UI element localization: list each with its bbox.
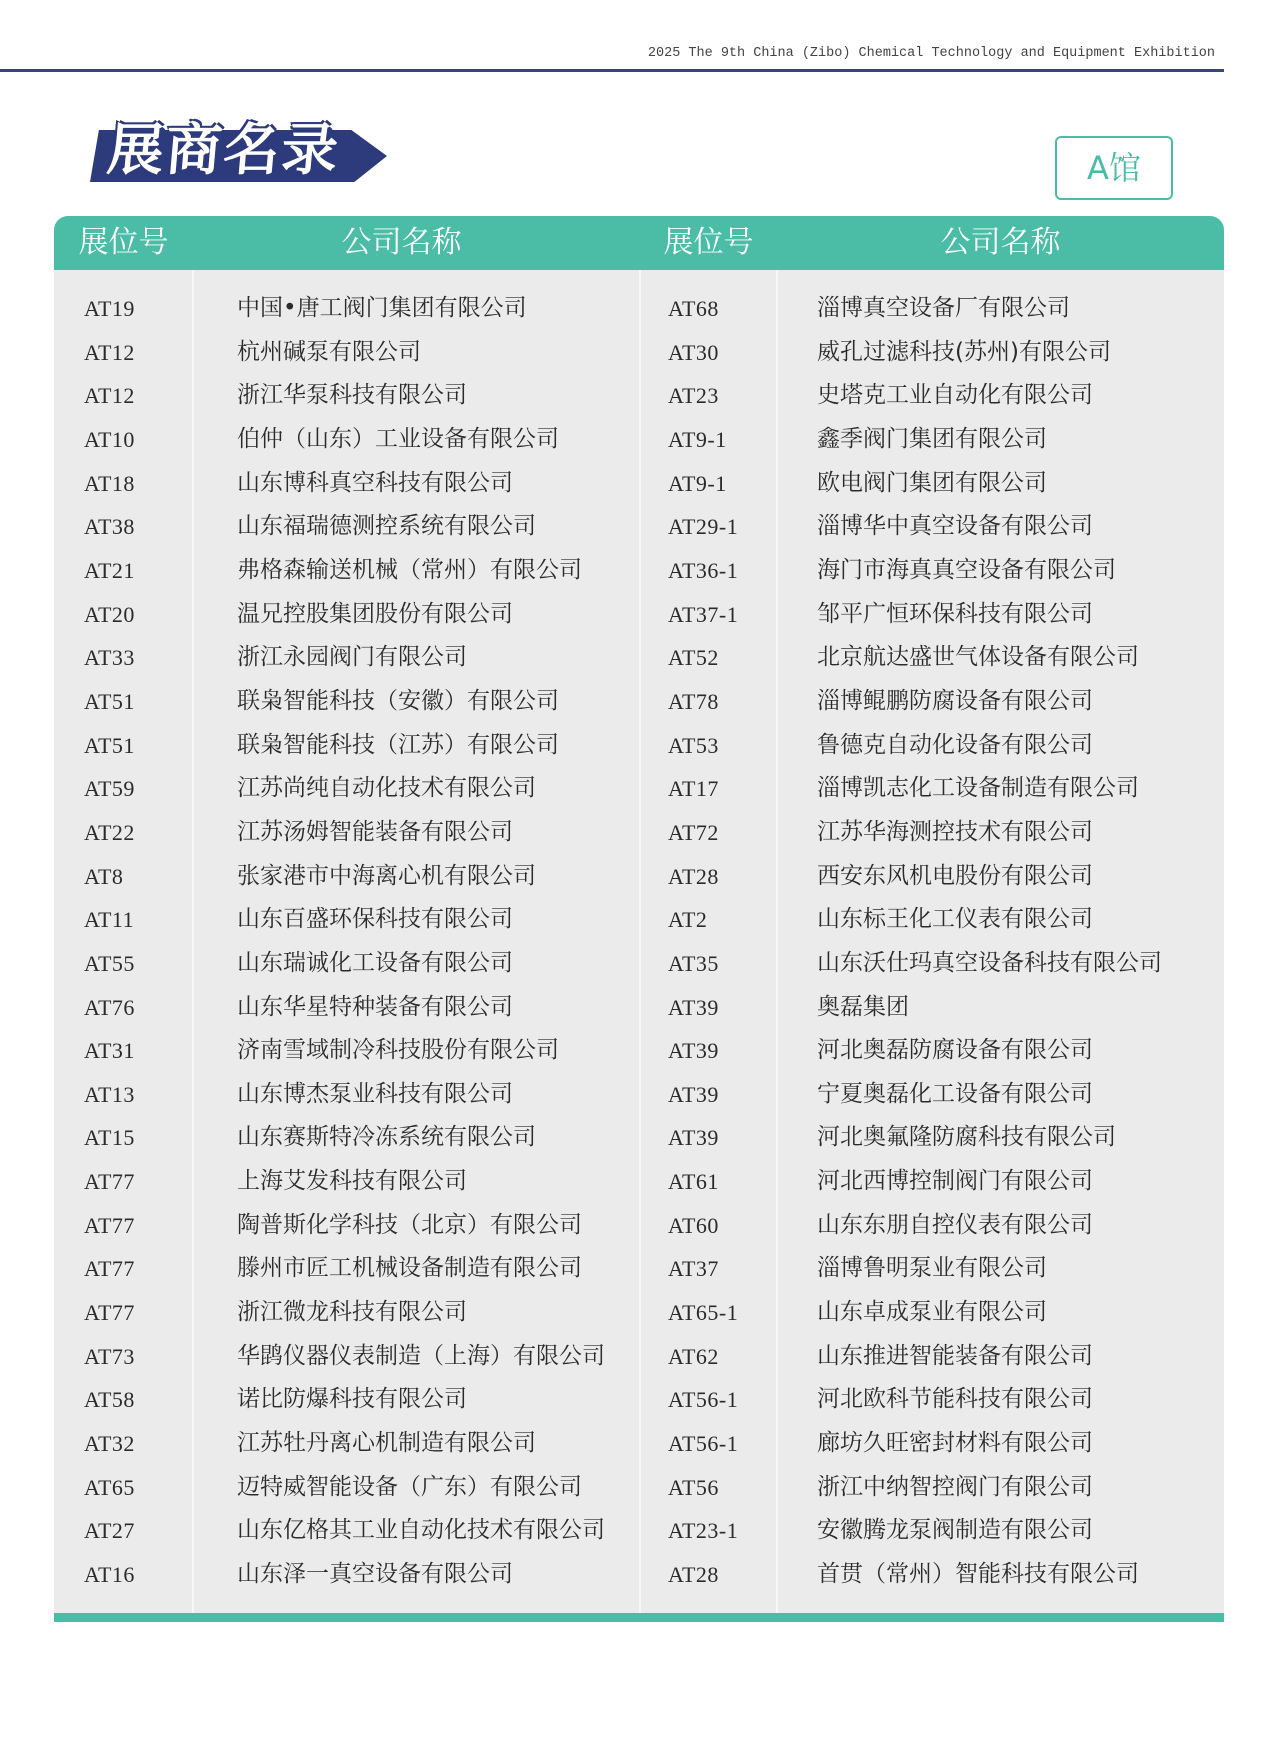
booth-number-left: AT16 (84, 1562, 135, 1588)
company-name-left: 伯仲（山东）工业设备有限公司 (237, 425, 559, 452)
table-row (54, 1204, 1224, 1248)
booth-number-left: AT12 (84, 339, 135, 365)
exhibition-caption: 2025 The 9th China (Zibo) Chemical Technology and Equipment Exhibition (647, 46, 1215, 61)
booth-number-right: AT23 (668, 383, 719, 409)
company-name-left: 山东瑞诚化工设备有限公司 (237, 949, 513, 976)
booth-number-right: AT72 (668, 819, 719, 845)
booth-number-left: AT31 (84, 1038, 135, 1064)
company-name-left: 联枭智能科技（安徽）有限公司 (237, 687, 559, 714)
table-row (54, 331, 1224, 375)
company-name-left: 浙江永园阀门有限公司 (237, 644, 467, 671)
booth-number-right: AT28 (668, 863, 719, 889)
table-row (54, 767, 1224, 811)
company-name-left: 温兄控股集团股份有限公司 (237, 600, 513, 627)
company-name-left: 中国•唐工阀门集团有限公司 (237, 295, 527, 321)
table-row (54, 374, 1224, 418)
booth-number-left: AT21 (84, 557, 135, 583)
booth-number-right: AT28 (668, 1562, 719, 1588)
table-row (54, 1073, 1224, 1117)
company-name-left: 弗格森输送机械（常州）有限公司 (237, 556, 582, 583)
table-row (54, 1553, 1224, 1597)
company-name-left: 山东亿格其工业自动化技术有限公司 (237, 1517, 605, 1544)
company-name-right: 山东标王化工仪表有限公司 (817, 906, 1093, 933)
company-name-right: 首贯（常州）智能科技有限公司 (817, 1561, 1139, 1588)
booth-number-right: AT37-1 (668, 601, 739, 627)
table-row (54, 287, 1224, 331)
company-name-left: 山东百盛环保科技有限公司 (237, 906, 513, 933)
company-name-right: 河北奥磊防腐设备有限公司 (817, 1037, 1093, 1064)
company-name-left: 山东华星特种装备有限公司 (237, 993, 513, 1020)
company-name-right: 西安东风机电股份有限公司 (817, 862, 1093, 889)
booth-number-right: AT62 (668, 1343, 719, 1369)
booth-number-left: AT55 (84, 950, 135, 976)
table-row (54, 1291, 1224, 1335)
table-row (54, 505, 1224, 549)
table-row (54, 1335, 1224, 1379)
booth-number-left: AT27 (84, 1518, 135, 1544)
company-name-right: 浙江中纳智控阀门有限公司 (817, 1473, 1093, 1500)
table-row (54, 986, 1224, 1030)
booth-number-right: AT37 (668, 1256, 719, 1282)
company-name-right: 山东沃仕玛真空设备科技有限公司 (817, 949, 1162, 976)
company-name-left: 山东泽一真空设备有限公司 (237, 1561, 513, 1588)
company-name-right: 安徽腾龙泵阀制造有限公司 (817, 1517, 1093, 1544)
booth-number-left: AT76 (84, 994, 135, 1020)
company-name-left: 华鹍仪器仪表制造（上海）有限公司 (237, 1342, 605, 1369)
company-name-left: 山东博杰泵业科技有限公司 (237, 1080, 513, 1107)
booth-number-left: AT11 (84, 907, 135, 933)
booth-number-right: AT56-1 (668, 1387, 739, 1413)
company-name-left: 上海艾发科技有限公司 (237, 1168, 467, 1195)
booth-number-left: AT59 (84, 776, 135, 802)
booth-number-left: AT19 (84, 296, 135, 321)
company-name-left: 山东赛斯特冷冻系统有限公司 (237, 1124, 536, 1151)
table-row (54, 1247, 1224, 1291)
booth-number-left: AT13 (84, 1081, 135, 1107)
booth-number-right: AT9-1 (668, 470, 727, 496)
table-row (54, 1466, 1224, 1510)
booth-number-right: AT17 (668, 776, 719, 802)
company-name-right: 河北欧科节能科技有限公司 (817, 1386, 1093, 1413)
booth-number-left: AT77 (84, 1300, 135, 1326)
booth-number-left: AT51 (84, 688, 135, 714)
booth-number-left: AT22 (84, 819, 135, 845)
company-name-left: 山东博科真空科技有限公司 (237, 469, 513, 496)
booth-number-left: AT33 (84, 645, 135, 671)
booth-number-right: AT35 (668, 950, 719, 976)
booth-number-right: AT65-1 (668, 1300, 739, 1326)
company-name-left: 陶普斯化学科技（北京）有限公司 (237, 1211, 582, 1238)
company-name-right: 北京航达盛世气体设备有限公司 (817, 644, 1139, 671)
table-body (54, 270, 1224, 1613)
booth-number-left: AT15 (84, 1125, 135, 1151)
table-row (54, 462, 1224, 506)
booth-number-left: AT51 (84, 732, 135, 758)
booth-number-right: AT39 (668, 994, 719, 1020)
company-name-left: 山东福瑞德测控系统有限公司 (237, 513, 536, 540)
booth-number-left: AT65 (84, 1474, 135, 1500)
company-name-right: 海门市海真真空设备有限公司 (817, 556, 1116, 583)
booth-number-right: AT78 (668, 688, 719, 714)
company-name-left: 诺比防爆科技有限公司 (237, 1386, 467, 1413)
booth-number-right: AT39 (668, 1125, 719, 1151)
column-header-booth-right: 展位号 (663, 225, 754, 260)
company-name-right: 宁夏奥磊化工设备有限公司 (817, 1080, 1093, 1107)
company-name-right: 欧电阀门集团有限公司 (817, 469, 1047, 496)
table-row (54, 680, 1224, 724)
table-row (54, 1160, 1224, 1204)
booth-number-right: AT61 (668, 1169, 719, 1195)
company-name-right: 奥磊集团 (817, 993, 909, 1020)
booth-number-left: AT20 (84, 601, 135, 627)
company-name-right: 淄博鲁明泵业有限公司 (817, 1255, 1047, 1282)
exhibitor-table (54, 216, 1224, 1622)
table-row (54, 636, 1224, 680)
booth-number-left: AT38 (84, 514, 135, 540)
company-name-left: 江苏汤姆智能装备有限公司 (237, 818, 513, 845)
column-header-booth-left: 展位号 (78, 225, 169, 260)
company-name-left: 江苏牡丹离心机制造有限公司 (237, 1430, 536, 1457)
booth-number-right: AT39 (668, 1038, 719, 1064)
company-name-left: 浙江微龙科技有限公司 (237, 1299, 467, 1326)
table-row (54, 1378, 1224, 1422)
booth-number-left: AT18 (84, 470, 135, 496)
company-name-right: 淄博鲲鹏防腐设备有限公司 (817, 687, 1093, 714)
hall-badge: A馆 (1055, 136, 1173, 200)
booth-number-left: AT58 (84, 1387, 135, 1413)
booth-number-right: AT53 (668, 732, 719, 758)
header-rule (0, 69, 1224, 72)
column-header-company-left: 公司名称 (341, 225, 462, 260)
company-name-right: 鑫季阀门集团有限公司 (817, 425, 1047, 452)
table-footer-bar (54, 1613, 1224, 1622)
booth-number-right: AT23-1 (668, 1518, 739, 1544)
table-row (54, 1116, 1224, 1160)
booth-number-right: AT56-1 (668, 1431, 739, 1457)
table-row (54, 1029, 1224, 1073)
booth-number-left: AT73 (84, 1343, 135, 1369)
column-header-company-right: 公司名称 (940, 225, 1061, 260)
company-name-left: 张家港市中海离心机有限公司 (237, 862, 536, 889)
booth-number-right: AT29-1 (668, 514, 739, 540)
booth-number-right: AT52 (668, 645, 719, 671)
booth-number-right: AT2 (668, 907, 708, 933)
company-name-right: 鲁德克自动化设备有限公司 (817, 731, 1093, 758)
company-name-right: 河北西博控制阀门有限公司 (817, 1168, 1093, 1195)
company-name-right: 淄博真空设备厂有限公司 (817, 295, 1070, 321)
booth-number-left: AT77 (84, 1256, 135, 1282)
booth-number-left: AT8 (84, 863, 124, 889)
booth-number-right: AT68 (668, 296, 719, 321)
booth-number-left: AT10 (84, 426, 135, 452)
table-row (54, 549, 1224, 593)
booth-number-left: AT77 (84, 1169, 135, 1195)
company-name-left: 联枭智能科技（江苏）有限公司 (237, 731, 559, 758)
company-name-right: 廊坊久旺密封材料有限公司 (817, 1430, 1093, 1457)
booth-number-right: AT30 (668, 339, 719, 365)
company-name-right: 淄博凯志化工设备制造有限公司 (817, 775, 1139, 802)
table-row (54, 898, 1224, 942)
table-row (54, 811, 1224, 855)
company-name-left: 济南雪域制冷科技股份有限公司 (237, 1037, 559, 1064)
company-name-right: 河北奥氟隆防腐科技有限公司 (817, 1124, 1116, 1151)
booth-number-right: AT36-1 (668, 557, 739, 583)
table-row (54, 1422, 1224, 1466)
company-name-right: 威孔过滤科技(苏州)有限公司 (817, 338, 1111, 365)
booth-number-left: AT32 (84, 1431, 135, 1457)
table-row (54, 855, 1224, 899)
company-name-left: 迈特威智能设备（广东）有限公司 (237, 1473, 582, 1500)
page-title: 展商名录 (104, 118, 343, 183)
table-row (54, 942, 1224, 986)
company-name-left: 杭州碱泵有限公司 (237, 338, 421, 365)
booth-number-right: AT39 (668, 1081, 719, 1107)
company-name-left: 滕州市匠工机械设备制造有限公司 (237, 1255, 582, 1282)
company-name-right: 山东卓成泵业有限公司 (817, 1299, 1047, 1326)
table-row (54, 724, 1224, 768)
company-name-right: 淄博华中真空设备有限公司 (817, 513, 1093, 540)
company-name-right: 江苏华海测控技术有限公司 (817, 818, 1093, 845)
company-name-left: 江苏尚纯自动化技术有限公司 (237, 775, 536, 802)
booth-number-left: AT12 (84, 383, 135, 409)
table-row (54, 418, 1224, 462)
company-name-right: 山东东朋自控仪表有限公司 (817, 1211, 1093, 1238)
company-name-left: 浙江华泵科技有限公司 (237, 382, 467, 409)
company-name-right: 山东推进智能装备有限公司 (817, 1342, 1093, 1369)
company-name-right: 邹平广恒环保科技有限公司 (817, 600, 1093, 627)
company-name-right: 史塔克工业自动化有限公司 (817, 382, 1093, 409)
booth-number-right: AT56 (668, 1474, 719, 1500)
booth-number-right: AT60 (668, 1212, 719, 1238)
booth-number-right: AT9-1 (668, 426, 727, 452)
booth-number-left: AT77 (84, 1212, 135, 1238)
table-row (54, 593, 1224, 637)
table-header (54, 216, 1224, 270)
table-row (54, 1509, 1224, 1553)
